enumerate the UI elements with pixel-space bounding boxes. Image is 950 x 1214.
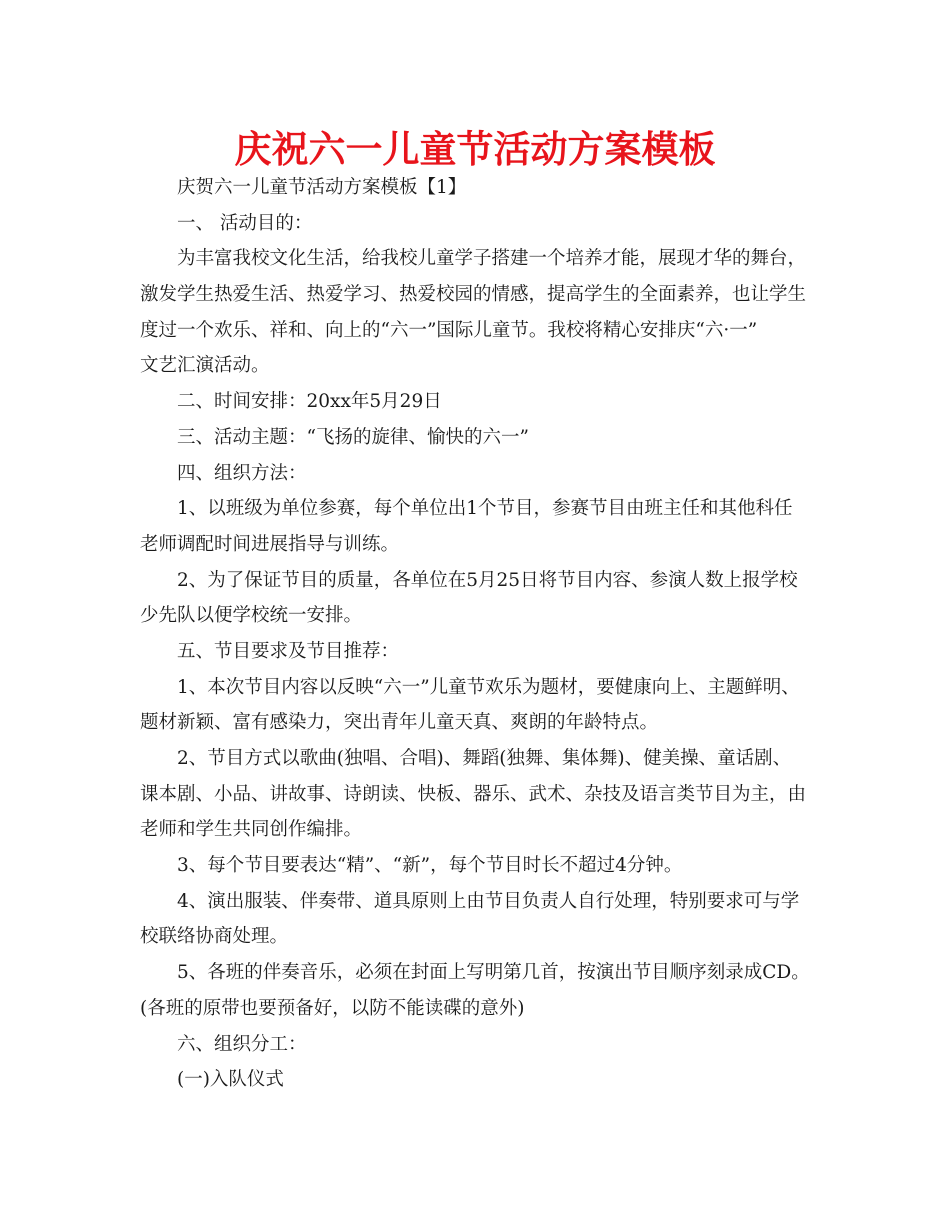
text-line: 激发学生热爱生活、热爱学习、热爱校园的情感，提高学生的全面素养，也让学生: [140, 284, 807, 306]
text-line: 为丰富我校文化生活，给我校儿童学子搭建一个培养才能，展现才华的舞台，: [177, 248, 807, 270]
text-line: (一)入队仪式: [177, 1069, 284, 1091]
text-line: 5、各班的伴奏音乐，必须在封面上写明第几首，按演出节目顺序刻录成CD。: [177, 962, 810, 984]
text-line: 庆贺六一儿童节活动方案模板【1】: [177, 177, 467, 198]
text-line: 五、节目要求及节目推荐：: [177, 640, 400, 662]
text-line: 2、节目方式以歌曲(独唱、合唱)、舞蹈(独舞、集体舞)、健美操、童话剧、: [177, 748, 792, 769]
text-line: 4、演出服装、伴奏带、道具原则上由节目负责人自行处理，特别要求可与学: [177, 890, 800, 912]
text-line: 六、组织分工：: [177, 1033, 307, 1055]
text-line: 文艺汇演活动。: [140, 355, 270, 377]
text-line: 三、活动主题：“飞扬的旋律、愉快的六一”: [177, 426, 529, 448]
text-line: 四、组织方法：: [177, 462, 307, 484]
text-line: 1、本次节目内容以反映“六一”儿童节欢乐为题材，要健康向上、主题鲜明、: [177, 676, 800, 698]
text-line: 一、 活动目的：: [177, 212, 313, 234]
text-line: (各班的原带也要预备好，以防不能读碟的意外): [140, 997, 525, 1019]
text-line: 老师和学生共同创作编排。: [140, 819, 363, 841]
text-line: 2、为了保证节目的质量，各单位在5月25日将节目内容、参演人数上报学校: [177, 569, 798, 591]
text-line: 少先队以便学校统一安排。: [140, 605, 363, 627]
text-line: 校联络协商处理。: [140, 926, 289, 948]
document-title: 庆祝六一儿童节活动方案模板: [234, 128, 716, 171]
text-line: 老师调配时间进展指导与训练。: [140, 533, 400, 555]
text-line: 1、以班级为单位参赛，每个单位出1个节目，参赛节目由班主任和其他科任: [177, 498, 793, 520]
text-line: 课本剧、小品、讲故事、诗朗读、快板、器乐、武术、杂技及语言类节目为主，由: [140, 783, 807, 805]
text-line: 题材新颖、富有感染力，突出青年儿童天真、爽朗的年龄特点。: [140, 712, 659, 734]
document-body: [140, 170, 820, 1098]
text-line: 二、时间安排：20xx年5月29日: [177, 391, 442, 413]
text-line: 度过一个欢乐、祥和、向上的“六一”国际儿童节。我校将精心安排庆“六·一”: [140, 319, 758, 341]
text-line: 3、每个节目要表达“精”、“新”，每个节目时长不超过4分钟。: [177, 855, 683, 877]
